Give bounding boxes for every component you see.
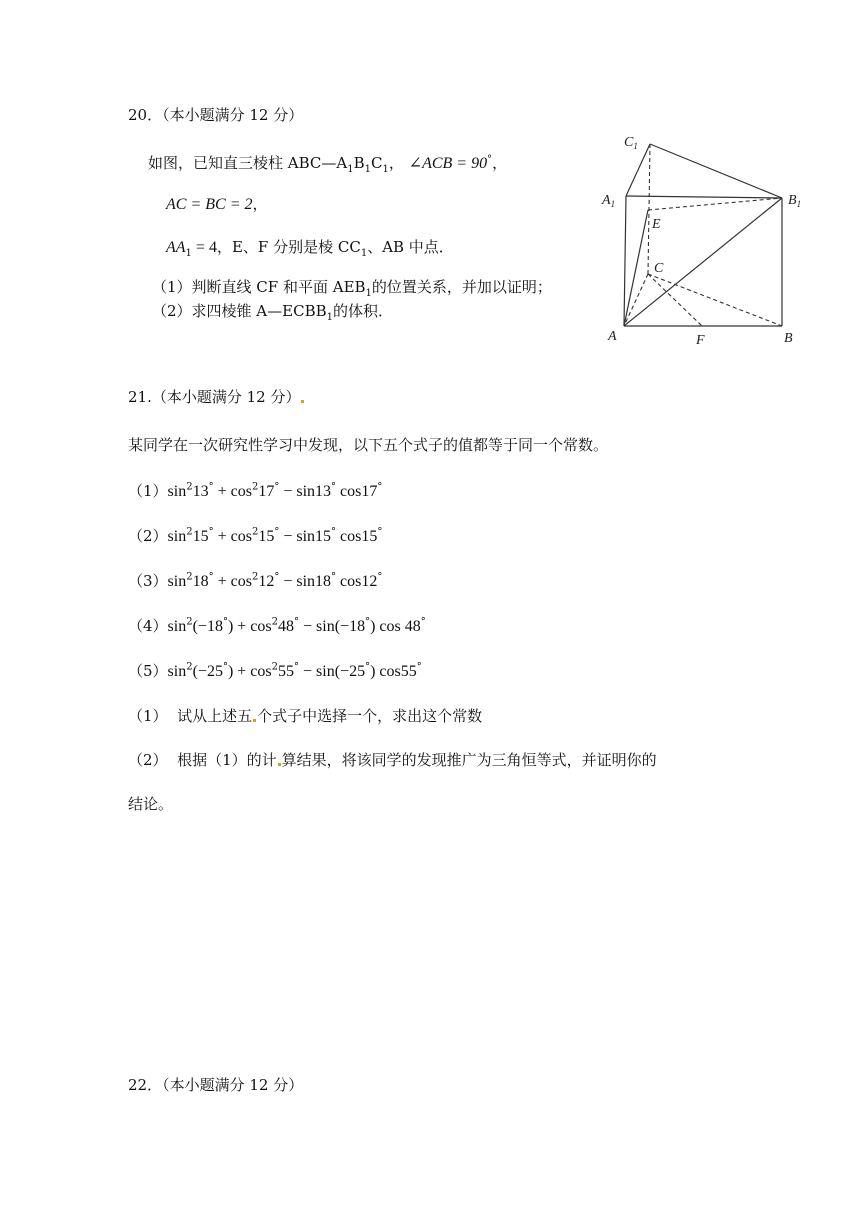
q22-header: 22．（本小题满分 12 分） (128, 1076, 304, 1094)
label-b: B (784, 331, 793, 346)
mark-dot (278, 763, 281, 766)
q20-line3: $AA_1 = 4$，E、F 分别是棱 $CC_1$、AB 中点． (166, 238, 454, 260)
formula-1: $(1)\sin^213^\circ + \cos^217^\circ - \sin 13^\circ$ cos17° (128, 481, 383, 500)
q21-task2-cont: 结论。 (128, 795, 174, 813)
formula-2: $(2)\sin^215^\circ + \cos^215^\circ - \sin 15^\circ$ cos15° (128, 526, 383, 545)
label-a1: $A_1$ (602, 193, 616, 209)
label-c: C (654, 261, 664, 276)
q21-task1: （1） 试从上述五 个式子中选择一个，求出这个常数 (128, 707, 483, 725)
q21-intro: 某同学在一次研究性学习中发现，以下五个式子的值都等于同一个常数。 (128, 436, 609, 454)
q21-header: 21.（本小题满分 12 分） (128, 386, 305, 407)
label-f: F (696, 333, 705, 348)
ac-bc-eq: AC = BC = 2 (166, 196, 253, 213)
formula-4: $(4)\sin^2(-18^\circ) + \cos^248^\circ - \sin(-18^\circ)$ cos 48° (128, 616, 426, 635)
q20-header: 20．（本小题满分 12 分） (128, 106, 304, 124)
q20-part1: （1）判断直线 CF 和平面 $AEB_1$的位置关系，并加以证明； (152, 278, 552, 299)
q21-task2: （2） 根据（1）的计 算结果，将该同学的发现推广为三角恒等式，并证明你的 (128, 751, 657, 769)
formula-5: $(5)\sin^2(-25^\circ) + \cos^255^\circ - \sin(-25^\circ)$ cos55° (128, 661, 422, 680)
label-c1: $C_1$ (624, 135, 638, 151)
q20-line1-prefix: 如图，已知直三棱柱 ABC— (148, 154, 337, 172)
angle-acb: ∠ACB = 90 (408, 155, 488, 172)
prism-diagram (596, 124, 808, 354)
label-b1: $B_1$ (788, 193, 802, 209)
label-a: A (608, 329, 617, 344)
q20-part2: （2）求四棱锥 $A—ECBB_1$的体积． (152, 302, 394, 323)
q20-line2: AC = BC = 2， (166, 195, 268, 213)
label-e: E (652, 217, 661, 232)
q20-line1: 如图，已知直三棱柱 $ABC—A_1B_1C_1$， ∠ACB = 90°， (148, 154, 508, 175)
prism-figure (596, 124, 808, 354)
formula-3: $(3)\sin^218^\circ + \cos^212^\circ - \sin 18^\circ$ cos12° (128, 571, 383, 590)
mark-dot (253, 719, 256, 722)
mark-dot (301, 400, 304, 403)
